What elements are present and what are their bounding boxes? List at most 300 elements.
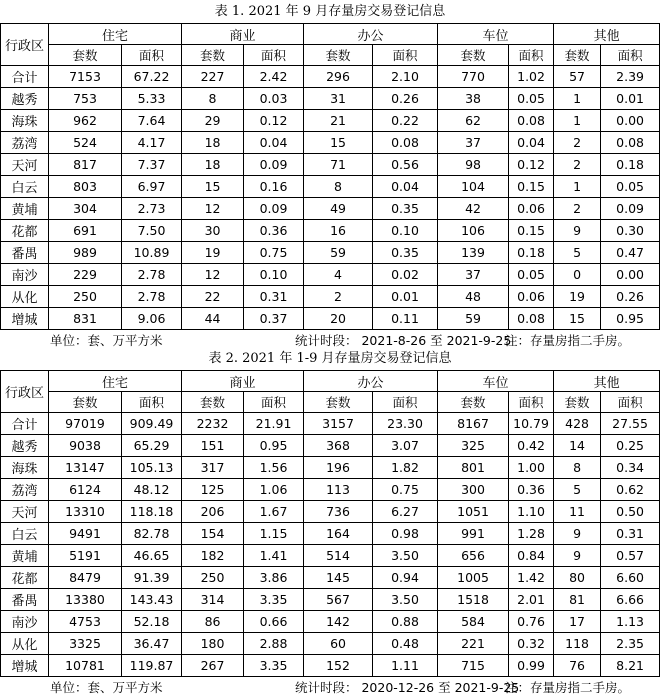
value-cell: 48.12 [122,479,182,501]
value-cell: 0.08 [373,132,438,154]
table-row [1,435,660,457]
value-cell: 0.08 [509,110,554,132]
value-cell: 368 [304,435,373,457]
value-cell: 4.17 [122,132,182,154]
value-cell: 125 [182,479,244,501]
value-cell: 9 [554,545,601,567]
value-cell: 0.04 [373,176,438,198]
table-row [1,198,660,220]
table-row [1,413,660,435]
value-cell: 0.62 [601,479,660,501]
value-cell: 1.13 [601,611,660,633]
unit-note: 单位：套、万平方米 [50,333,163,348]
value-cell: 0.98 [373,523,438,545]
value-cell: 151 [182,435,244,457]
value-cell: 3.86 [244,567,304,589]
value-cell: 0.09 [244,198,304,220]
value-cell: 691 [49,220,122,242]
value-cell: 30 [182,220,244,242]
value-cell: 1.67 [244,501,304,523]
value-cell: 0.26 [601,286,660,308]
value-cell: 0.00 [601,264,660,286]
value-cell: 36.47 [122,633,182,655]
value-cell: 13380 [49,589,122,611]
value-cell: 143.43 [122,589,182,611]
value-cell: 2.39 [601,66,660,88]
value-cell: 4 [304,264,373,286]
district-name-cell: 增城 [1,655,49,677]
value-cell: 37 [438,132,509,154]
district-name-cell: 南沙 [1,611,49,633]
value-cell: 82.78 [122,523,182,545]
value-cell: 152 [304,655,373,677]
table-row [1,501,660,523]
value-cell: 9038 [49,435,122,457]
period-note: 统计时段： 2020-12-26 至 2021-9-25 [295,680,520,695]
value-cell: 0.04 [244,132,304,154]
value-cell: 38 [438,88,509,110]
district-header: 行政区 [1,24,49,66]
value-cell: 1005 [438,567,509,589]
sub-header-units: 套数 [554,392,601,413]
sub-header-area: 面积 [601,45,660,66]
table-row [1,264,660,286]
value-cell: 105.13 [122,457,182,479]
value-cell: 909.49 [122,413,182,435]
value-cell: 0.04 [509,132,554,154]
value-cell: 3.07 [373,435,438,457]
district-name-cell: 海珠 [1,457,49,479]
value-cell: 1.56 [244,457,304,479]
table-row [1,176,660,198]
value-cell: 803 [49,176,122,198]
value-cell: 119.87 [122,655,182,677]
value-cell: 0.37 [244,308,304,330]
value-cell: 3325 [49,633,122,655]
value-cell: 1.11 [373,655,438,677]
value-cell: 8 [182,88,244,110]
value-cell: 80 [554,567,601,589]
table1-body [1,66,660,330]
group-header-other: 其他 [554,371,660,392]
value-cell: 0.01 [601,88,660,110]
district-name-cell: 番禺 [1,242,49,264]
value-cell: 325 [438,435,509,457]
sub-header-units: 套数 [554,45,601,66]
value-cell: 15 [182,176,244,198]
value-cell: 0 [554,264,601,286]
value-cell: 57 [554,66,601,88]
value-cell: 44 [182,308,244,330]
table-row [1,220,660,242]
value-cell: 8 [554,457,601,479]
group-header-parking: 车位 [438,371,554,392]
value-cell: 59 [304,242,373,264]
value-cell: 21 [304,110,373,132]
value-cell: 15 [554,308,601,330]
value-cell: 0.09 [244,154,304,176]
value-cell: 3.50 [373,545,438,567]
value-cell: 0.88 [373,611,438,633]
value-cell: 104 [438,176,509,198]
value-cell: 0.75 [244,242,304,264]
value-cell: 770 [438,66,509,88]
value-cell: 0.12 [244,110,304,132]
value-cell: 2.01 [509,589,554,611]
group-header-parking: 车位 [438,24,554,45]
value-cell: 1.42 [509,567,554,589]
value-cell: 9.06 [122,308,182,330]
value-cell: 8 [304,176,373,198]
value-cell: 0.08 [601,132,660,154]
value-cell: 0.18 [509,242,554,264]
table1-caption: 表 1. 2021 年 9 月存量房交易登记信息 [214,4,446,19]
table-row [1,132,660,154]
table-row [1,286,660,308]
value-cell: 0.94 [373,567,438,589]
district-name-cell: 合计 [1,66,49,88]
value-cell: 801 [438,457,509,479]
value-cell: 206 [182,501,244,523]
value-cell: 8.21 [601,655,660,677]
value-cell: 10.79 [509,413,554,435]
value-cell: 250 [182,567,244,589]
value-cell: 314 [182,589,244,611]
value-cell: 8167 [438,413,509,435]
value-cell: 65.29 [122,435,182,457]
value-cell: 0.09 [601,198,660,220]
value-cell: 11 [554,501,601,523]
sub-header-area: 面积 [373,45,438,66]
district-name-cell: 天河 [1,154,49,176]
value-cell: 1 [554,88,601,110]
value-cell: 31 [304,88,373,110]
district-header: 行政区 [1,371,49,413]
value-cell: 0.15 [509,176,554,198]
table2-body [1,413,660,677]
value-cell: 1 [554,176,601,198]
table-row [1,655,660,677]
value-cell: 5.33 [122,88,182,110]
value-cell: 49 [304,198,373,220]
value-cell: 0.00 [601,110,660,132]
table-row [1,66,660,88]
value-cell: 962 [49,110,122,132]
value-cell: 142 [304,611,373,633]
table-row [1,479,660,501]
district-name-cell: 南沙 [1,264,49,286]
group-header-office: 办公 [304,371,438,392]
district-name-cell: 荔湾 [1,132,49,154]
value-cell: 10.89 [122,242,182,264]
value-cell: 1 [554,110,601,132]
value-cell: 3.35 [244,589,304,611]
sub-header-area: 面积 [244,392,304,413]
district-name-cell: 花都 [1,567,49,589]
value-cell: 0.66 [244,611,304,633]
value-cell: 4753 [49,611,122,633]
value-cell: 7.50 [122,220,182,242]
district-name-cell: 黄埔 [1,545,49,567]
value-cell: 317 [182,457,244,479]
value-cell: 0.36 [244,220,304,242]
table-row [1,545,660,567]
sub-header-units: 套数 [304,392,373,413]
value-cell: 7153 [49,66,122,88]
value-cell: 227 [182,66,244,88]
table-row [1,567,660,589]
sub-header-units: 套数 [182,392,244,413]
value-cell: 0.57 [601,545,660,567]
sub-header-area: 面积 [601,392,660,413]
value-cell: 7.37 [122,154,182,176]
value-cell: 753 [49,88,122,110]
table-row [1,242,660,264]
value-cell: 86 [182,611,244,633]
value-cell: 2.35 [601,633,660,655]
value-cell: 304 [49,198,122,220]
value-cell: 0.76 [509,611,554,633]
value-cell: 71 [304,154,373,176]
value-cell: 9 [554,220,601,242]
value-cell: 0.12 [509,154,554,176]
value-cell: 62 [438,110,509,132]
value-cell: 10781 [49,655,122,677]
value-cell: 0.31 [244,286,304,308]
unit-note: 单位：套、万平方米 [50,680,163,695]
value-cell: 0.10 [373,220,438,242]
value-cell: 98 [438,154,509,176]
value-cell: 991 [438,523,509,545]
value-cell: 1.00 [509,457,554,479]
district-name-cell: 从化 [1,633,49,655]
value-cell: 0.47 [601,242,660,264]
value-cell: 2 [554,154,601,176]
group-header-residential: 住宅 [49,24,182,45]
table-row [1,88,660,110]
value-cell: 6.97 [122,176,182,198]
value-cell: 196 [304,457,373,479]
value-cell: 0.34 [601,457,660,479]
value-cell: 0.22 [373,110,438,132]
value-cell: 97019 [49,413,122,435]
table2-footer [0,677,660,699]
value-cell: 22 [182,286,244,308]
table-row [1,154,660,176]
definition-note: 注：存量房指二手房。 [505,680,631,695]
value-cell: 8479 [49,567,122,589]
value-cell: 229 [49,264,122,286]
sub-header-units: 套数 [49,392,122,413]
table-row [1,589,660,611]
group-header-commercial: 商业 [182,371,304,392]
district-name-cell: 白云 [1,523,49,545]
value-cell: 19 [554,286,601,308]
value-cell: 81 [554,589,601,611]
value-cell: 0.02 [373,264,438,286]
sub-header-area: 面积 [509,392,554,413]
district-name-cell: 白云 [1,176,49,198]
value-cell: 6.66 [601,589,660,611]
district-name-cell: 合计 [1,413,49,435]
value-cell: 6124 [49,479,122,501]
value-cell: 27.55 [601,413,660,435]
district-name-cell: 海珠 [1,110,49,132]
table-row [1,457,660,479]
value-cell: 0.56 [373,154,438,176]
value-cell: 7.64 [122,110,182,132]
value-cell: 296 [304,66,373,88]
value-cell: 428 [554,413,601,435]
table-row [1,633,660,655]
value-cell: 0.42 [509,435,554,457]
value-cell: 1.15 [244,523,304,545]
value-cell: 0.05 [509,88,554,110]
value-cell: 0.36 [509,479,554,501]
sub-header-units: 套数 [304,45,373,66]
table2-block [0,347,660,699]
value-cell: 0.25 [601,435,660,457]
value-cell: 0.31 [601,523,660,545]
value-cell: 715 [438,655,509,677]
value-cell: 3.50 [373,589,438,611]
value-cell: 1.28 [509,523,554,545]
value-cell: 145 [304,567,373,589]
table-row [1,523,660,545]
table2 [0,370,660,677]
sub-header-area: 面积 [509,45,554,66]
value-cell: 59 [438,308,509,330]
value-cell: 21.91 [244,413,304,435]
value-cell: 13310 [49,501,122,523]
value-cell: 0.35 [373,198,438,220]
value-cell: 5 [554,479,601,501]
value-cell: 0.26 [373,88,438,110]
sub-header-area: 面积 [122,392,182,413]
value-cell: 13147 [49,457,122,479]
value-cell: 1051 [438,501,509,523]
value-cell: 19 [182,242,244,264]
district-name-cell: 天河 [1,501,49,523]
value-cell: 9 [554,523,601,545]
district-name-cell: 番禺 [1,589,49,611]
sub-header-units: 套数 [49,45,122,66]
sub-header-area: 面积 [244,45,304,66]
value-cell: 0.95 [601,308,660,330]
value-cell: 12 [182,198,244,220]
value-cell: 567 [304,589,373,611]
value-cell: 0.06 [509,286,554,308]
value-cell: 118.18 [122,501,182,523]
value-cell: 46.65 [122,545,182,567]
value-cell: 17 [554,611,601,633]
value-cell: 2 [304,286,373,308]
value-cell: 16 [304,220,373,242]
value-cell: 42 [438,198,509,220]
value-cell: 37 [438,264,509,286]
value-cell: 5 [554,242,601,264]
value-cell: 1.41 [244,545,304,567]
value-cell: 0.15 [509,220,554,242]
value-cell: 514 [304,545,373,567]
period-note: 统计时段： 2021-8-26 至 2021-9-25 [295,333,512,348]
district-name-cell: 荔湾 [1,479,49,501]
table2-caption: 表 2. 2021 年 1-9 月存量房交易登记信息 [208,351,452,366]
value-cell: 0.30 [601,220,660,242]
value-cell: 0.01 [373,286,438,308]
value-cell: 113 [304,479,373,501]
sub-header-units: 套数 [182,45,244,66]
value-cell: 0.08 [509,308,554,330]
value-cell: 1.06 [244,479,304,501]
group-header-commercial: 商业 [182,24,304,45]
value-cell: 52.18 [122,611,182,633]
value-cell: 0.35 [373,242,438,264]
district-name-cell: 黄埔 [1,198,49,220]
value-cell: 0.50 [601,501,660,523]
value-cell: 1518 [438,589,509,611]
value-cell: 6.60 [601,567,660,589]
value-cell: 2.73 [122,198,182,220]
value-cell: 106 [438,220,509,242]
value-cell: 267 [182,655,244,677]
value-cell: 18 [182,154,244,176]
value-cell: 250 [49,286,122,308]
sub-header-area: 面积 [122,45,182,66]
value-cell: 9491 [49,523,122,545]
value-cell: 0.99 [509,655,554,677]
value-cell: 23.30 [373,413,438,435]
value-cell: 154 [182,523,244,545]
value-cell: 989 [49,242,122,264]
value-cell: 0.18 [601,154,660,176]
table-row [1,110,660,132]
district-name-cell: 越秀 [1,435,49,457]
value-cell: 3157 [304,413,373,435]
group-header-residential: 住宅 [49,371,182,392]
value-cell: 1.82 [373,457,438,479]
value-cell: 0.05 [601,176,660,198]
sub-header-area: 面积 [373,392,438,413]
value-cell: 656 [438,545,509,567]
value-cell: 12 [182,264,244,286]
value-cell: 524 [49,132,122,154]
value-cell: 60 [304,633,373,655]
table-row [1,308,660,330]
value-cell: 2.10 [373,66,438,88]
definition-note: 注：存量房指二手房。 [505,333,631,348]
value-cell: 180 [182,633,244,655]
value-cell: 0.06 [509,198,554,220]
value-cell: 5191 [49,545,122,567]
value-cell: 0.32 [509,633,554,655]
value-cell: 1.10 [509,501,554,523]
table-row [1,611,660,633]
value-cell: 0.10 [244,264,304,286]
value-cell: 300 [438,479,509,501]
group-header-other: 其他 [554,24,660,45]
value-cell: 0.48 [373,633,438,655]
value-cell: 6.27 [373,501,438,523]
value-cell: 2.42 [244,66,304,88]
value-cell: 76 [554,655,601,677]
value-cell: 15 [304,132,373,154]
value-cell: 20 [304,308,373,330]
value-cell: 0.11 [373,308,438,330]
value-cell: 221 [438,633,509,655]
value-cell: 0.16 [244,176,304,198]
district-name-cell: 增城 [1,308,49,330]
